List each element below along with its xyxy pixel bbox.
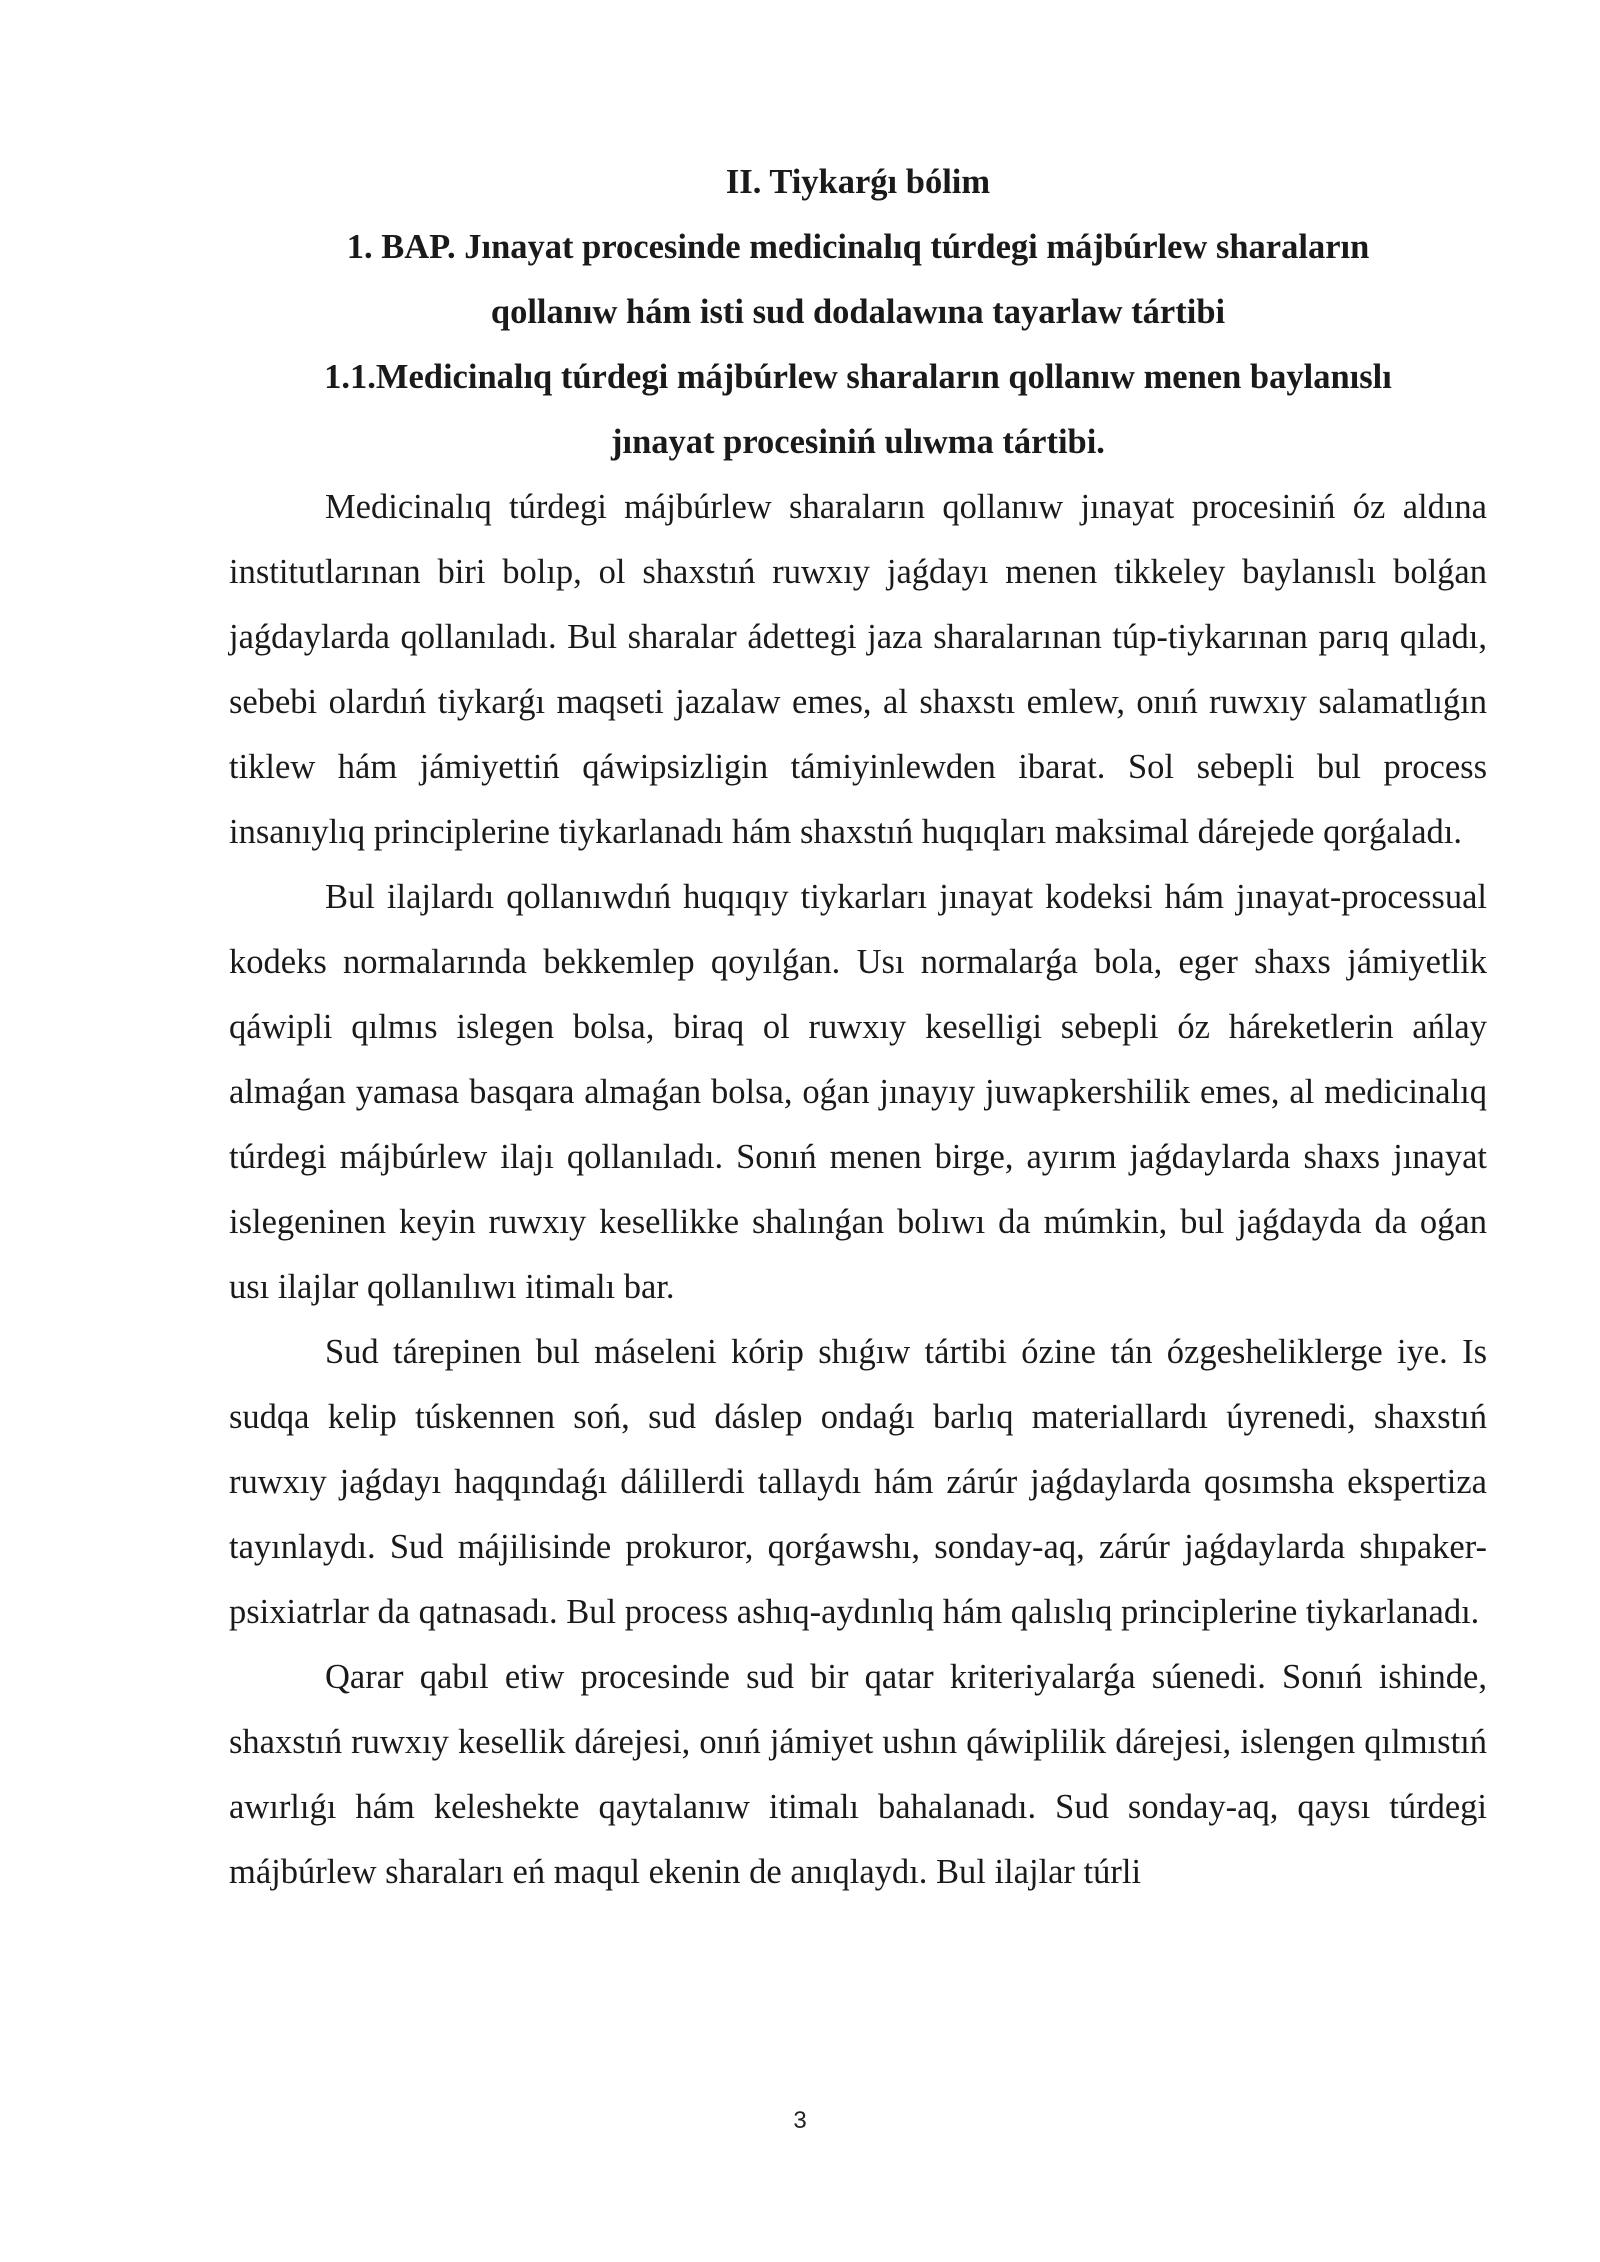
- body-paragraph-4: Qarar qabıl etiw procesinde sud bir qatar kriteriyalarǵa súenedi. Sonıń ishinde, shaxstıń ruwxıy kesellik dárejesi, onıń jámiyet ushın qáwiplilik dárejesi, islengen qılmıstıń awırlıǵı hám keleshekte qaytalanıw itimalı bahalanadı. Sud sonday-aq, qaysı túrdegi májbúrlew sharaları eń maqul ekenin de anıqlaydı. Bul ilajlar túrli: [229, 1658, 1487, 1891]
- page-content: [229, 150, 1487, 1905]
- subsection-title-line-2: jınayat procesiniń ulıwma tártibi.: [611, 423, 1105, 461]
- chapter-title-line-2: qollanıw hám isti sud dodalawına tayarlaw tártibi: [490, 293, 1226, 331]
- page-number: 3: [793, 2107, 807, 2134]
- section-heading: II. Tiykarǵı bólim: [725, 163, 991, 201]
- subsection-title-line-1: 1.1.Medicinalıq túrdegi májbúrlew sharaların qollanıw menen baylanıslı: [324, 358, 1392, 396]
- body-paragraph-1: Medicinalıq túrdegi májbúrlew sharaların qollanıw jınayat procesiniń óz aldına institutlarınan biri bolıp, ol shaxstıń ruwxıy jaǵdayı menen tikkeley baylanıslı bolǵan jaǵdaylarda qollanıladı. Bul sharalar ádettegi jaza sharalarınan túp-tiykarınan parıq qıladı, sebebi olardıń tiykarǵı maqseti jazalaw emes, al shaxstı emlew, onıń ruwxıy salamatlıǵın tiklew hám jámiyettiń qáwipsizligin támiyinlewden ibarat. Sol sebepli bul process insanıylıq principlerine tiykarlanadı hám shaxstıń huqıqları maksimal dárejede qorǵaladı.: [229, 488, 1487, 851]
- body-paragraph-2: Bul ilajlardı qollanıwdıń huqıqıy tiykarları jınayat kodeksi hám jınayat-processual kodeks normalarında bekkemlep qoyılǵan. Usı normalarǵa bola, eger shaxs jámiyetlik qáwipli qılmıs islegen bolsa, biraq ol ruwxıy keselligi sebepli óz háreketlerin ańlay almaǵan yamasa basqara almaǵan bolsa, oǵan jınayıy juwapkershilik emes, al medicinalıq túrdegi májbúrlew ilajı qollanıladı. Sonıń menen birge, ayırım jaǵdaylarda shaxs jınayat islegeninen keyin ruwxıy kesellikke shalınǵan bolıwı da múmkin, bul jaǵdayda da oǵan usı ilajlar qollanılıwı itimalı bar.: [229, 878, 1487, 1306]
- body-paragraph-3: Sud tárepinen bul máseleni kórip shıǵıw tártibi ózine tán ózgesheliklerge iye. Is sudqa kelip túskennen soń, sud dáslep ondaǵı barlıq materiallardı úyrenedi, shaxstıń ruwxıy jaǵdayı haqqındaǵı dálillerdi tallaydı hám zárúr jaǵdaylarda qosımsha ekspertiza tayınlaydı. Sud májilisinde prokuror, qorǵawshı, sonday-aq, zárúr jaǵdaylarda shıpaker-psixiatrlar da qatnasadı. Bul process ashıq-aydınlıq hám qalıslıq principlerine tiykarlanadı.: [229, 1333, 1487, 1631]
- chapter-title-line-1: 1. BAP. Jınayat procesinde medicinalıq túrdegi májbúrlew sharaların: [346, 228, 1370, 266]
